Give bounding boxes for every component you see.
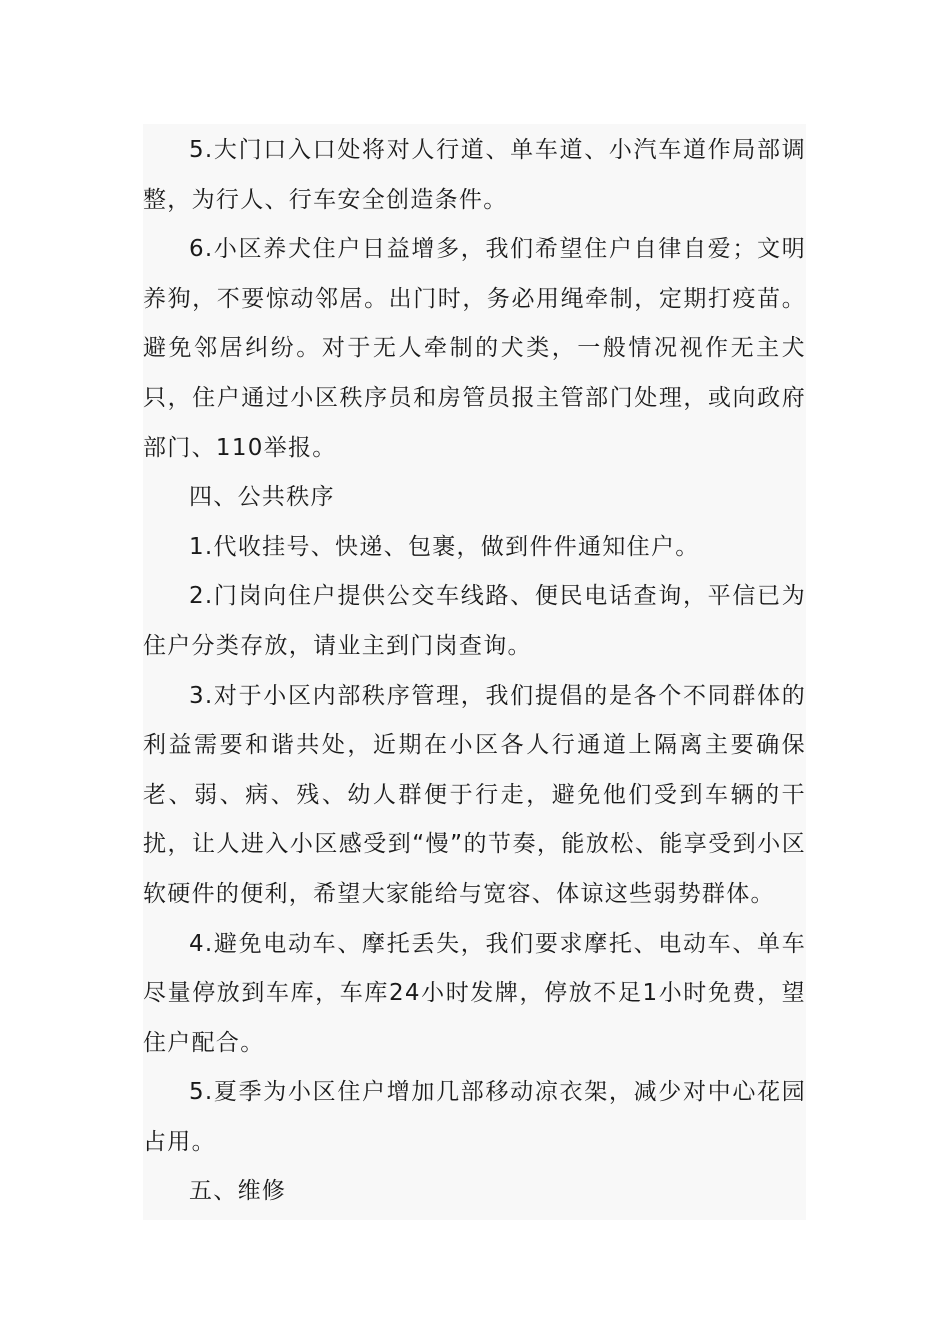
paragraph-gate-info: 2.门岗向住户提供公交车线路、便民电话查询，平信已为住户分类存放，请业主到门岗查询。 <box>143 583 806 659</box>
paragraph-vehicle-parking: 4.避免电动车、摩托丢失，我们要求摩托、电动车、单车尽量停放到车库，车库24小时发牌，停放不足1小时免费，望住户配合。 <box>143 930 806 1056</box>
paragraph-drying-racks: 5.夏季为小区住户增加几部移动凉衣架，减少对中心花园占用。 <box>143 1079 806 1155</box>
paragraph-order-management: 3.对于小区内部秩序管理，我们提倡的是各个不同群体的利益需要和谐共处，近期在小区各人行通道上隔离主要确保老、弱、病、残、幼人群便于行走，避免他们受到车辆的干扰，让人进入小区感受到“慢”的节奏，能放松、能享受到小区软硬件的便利，希望大家能给与宽容、体谅这些弱势群体。 <box>143 682 806 907</box>
section-heading-public-order: 四、公共秩序 <box>189 484 335 511</box>
paragraph-parcels: 1.代收挂号、快递、包裹，做到件件通知住户。 <box>189 533 700 560</box>
document-text-block <box>143 124 806 1220</box>
section-heading-maintenance: 五、维修 <box>189 1178 287 1205</box>
paragraph-gate-lanes: 5.大门口入口处将对人行道、单车道、小汽车道作局部调整，为行人、行车安全创造条件。 <box>143 137 806 213</box>
paragraph-dog-keeping: 6.小区养犬住户日益增多，我们希望住户自律自爱；文明养狗，不要惊动邻居。出门时，务必用绳牵制，定期打疫苗。避免邻居纠纷。对于无人牵制的犬类，一般情况视作无主犬只，住户通过小区秩序员和房管员报主管部门处理，或向政府部门、110举报。 <box>143 236 806 461</box>
